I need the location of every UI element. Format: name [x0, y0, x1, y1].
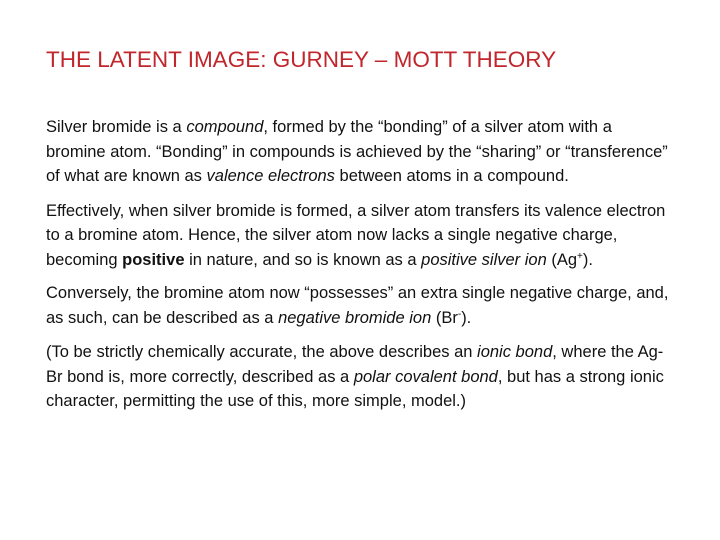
text-run: Silver bromide is a [46, 118, 187, 136]
paragraph-compound [46, 115, 676, 189]
emphasis-negative-bromide-ion: negative bromide ion [278, 308, 432, 327]
paragraph-ionic-bond-note [46, 340, 676, 414]
emphasis-positive-silver-ion: positive silver ion [421, 250, 547, 269]
text-run: ). [461, 308, 472, 327]
superscript-minus: - [457, 308, 462, 320]
emphasis-ionic-bond: ionic bond [477, 343, 553, 361]
superscript-plus: + [577, 250, 583, 262]
text-run: , but has a strong ionic character, permitting the use of this, more simple, model.) [46, 367, 664, 410]
text-run: Effectively, when silver bromide is formed, a silver atom transfers its valence electron to a bromine atom. Hence, the silver atom now lacks a single negative charge, becoming [46, 201, 666, 269]
text-run: between atoms in a compound. [334, 167, 569, 185]
text-run: , formed by the “bonding” of a silver atom with a bromine atom. “Bonding” in compounds is achieved by the “sharing” or “transference” of what are known as [46, 118, 668, 185]
emphasis-valence-electrons: valence electrons [206, 167, 335, 185]
slide-body [46, 115, 676, 424]
paragraph-negative-ion [46, 281, 676, 330]
text-run: (To be strictly chemically accurate, the above describes an [46, 343, 478, 361]
bold-positive: positive [122, 250, 185, 269]
text-run: (Ag [546, 250, 578, 269]
text-run: in nature, and so is known as a [184, 250, 422, 269]
text-run: ). [582, 250, 593, 269]
text-run: , where the Ag-Br bond is, more correctly, described as a [46, 343, 664, 386]
slide-title: THE LATENT IMAGE: GURNEY – MOTT THEORY [46, 47, 557, 72]
emphasis-polar-covalent-bond: polar covalent bond [353, 367, 498, 386]
paragraph-positive-ion [46, 199, 676, 273]
text-run: Conversely, the bromine atom now “possesses” an extra single negative charge, and, as such, can be described as a [46, 284, 669, 327]
text-run: (Br [431, 308, 458, 327]
emphasis-compound: compound [186, 118, 264, 136]
